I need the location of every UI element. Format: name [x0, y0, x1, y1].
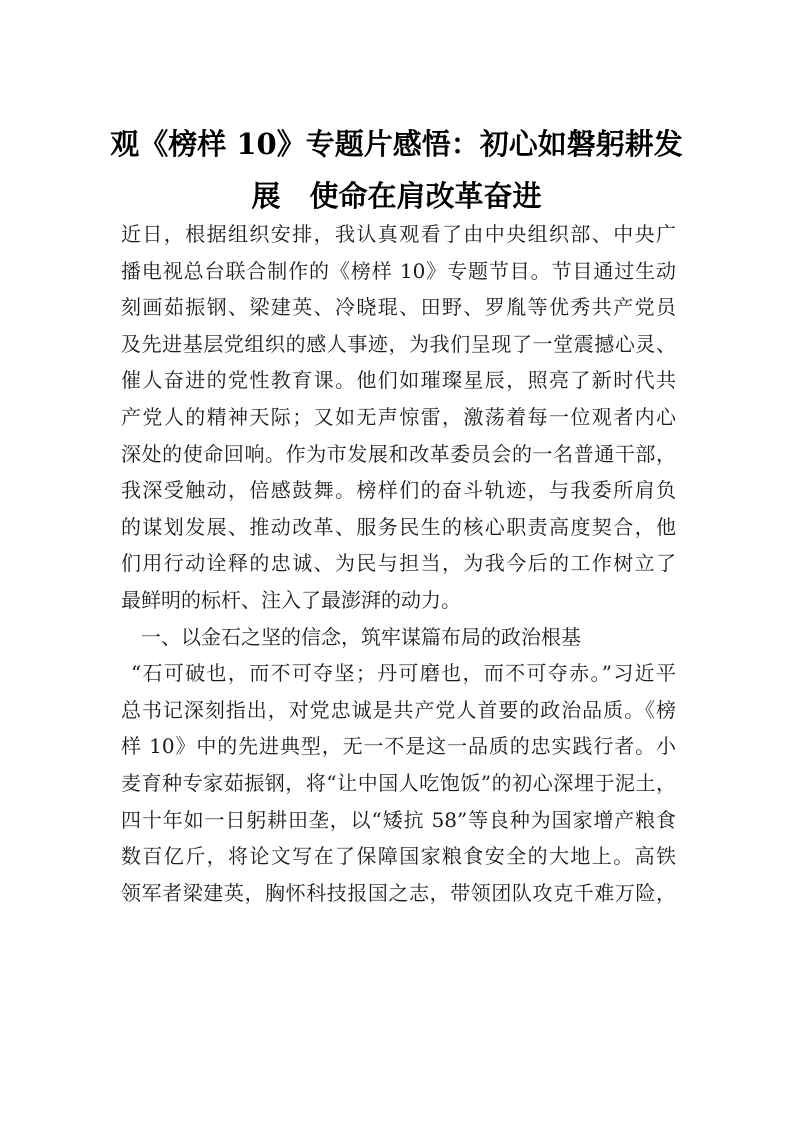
text-line: 最鲜明的标杆、注入了最澎湃的动力。 [121, 587, 461, 612]
text-line: “石可破也，而不可夺坚；丹可磨也，而不可夺赤。”习近平 [131, 661, 676, 686]
text-line: 麦育种专家茹振钢，将“让中国人吃饱饭”的初心深埋于泥土， [121, 770, 676, 795]
text-line: 数百亿斤，将论文写在了保障国家粮食安全的大地上。高铁 [121, 844, 676, 869]
document-title-line-1: 观《榜样 10》专题片感悟：初心如磐躬耕发 [110, 127, 683, 161]
text-line: 我深受触动，倍感鼓舞。榜样们的奋斗轨迹，与我委所肩负 [121, 478, 676, 503]
text-line: 刻画茹振钢、梁建英、冷晓琨、田野、罗胤等优秀共产党员 [121, 295, 676, 320]
text-line: 总书记深刻指出，对党忠诚是共产党人首要的政治品质。《榜 [121, 697, 676, 722]
document-body [121, 216, 676, 911]
text-line: 四十年如一日躬耕田垄，以“矮抗 58”等良种为国家增产粮食 [121, 807, 676, 832]
text-line: 产党人的精神天际；又如无声惊雷，激荡着每一位观者内心 [121, 404, 676, 429]
paragraph-intro [121, 216, 676, 619]
text-line: 的谋划发展、推动改革、服务民生的核心职责高度契合，他 [121, 514, 676, 539]
text-line: 样 10》中的先进典型，无一不是这一品质的忠实践行者。小 [121, 734, 676, 759]
text-line: 催人奋进的党性教育课。他们如璀璨星辰，照亮了新时代共 [121, 368, 676, 393]
text-line: 播电视总台联合制作的《榜样 10》专题节目。节目通过生动 [121, 258, 676, 283]
text-line: 们用行动诠释的忠诚、为民与担当，为我今后的工作树立了 [121, 551, 676, 576]
section-heading-1: 一、以金石之坚的信念，筑牢谋篇布局的政治根基 [141, 624, 581, 649]
text-line: 领军者梁建英，胸怀科技报国之志，带领团队攻克千难万险， [121, 880, 676, 905]
text-line: 深处的使命回响。作为市发展和改革委员会的一名普通干部， [121, 441, 676, 466]
document-title-line-2: 展 使命在肩改革奋进 [251, 179, 542, 213]
paragraph-section-1 [121, 655, 676, 911]
text-line: 及先进基层党组织的感人事迹，为我们呈现了一堂震撼心灵、 [121, 331, 676, 356]
text-line: 近日，根据组织安排，我认真观看了由中央组织部、中央广 [121, 222, 676, 246]
